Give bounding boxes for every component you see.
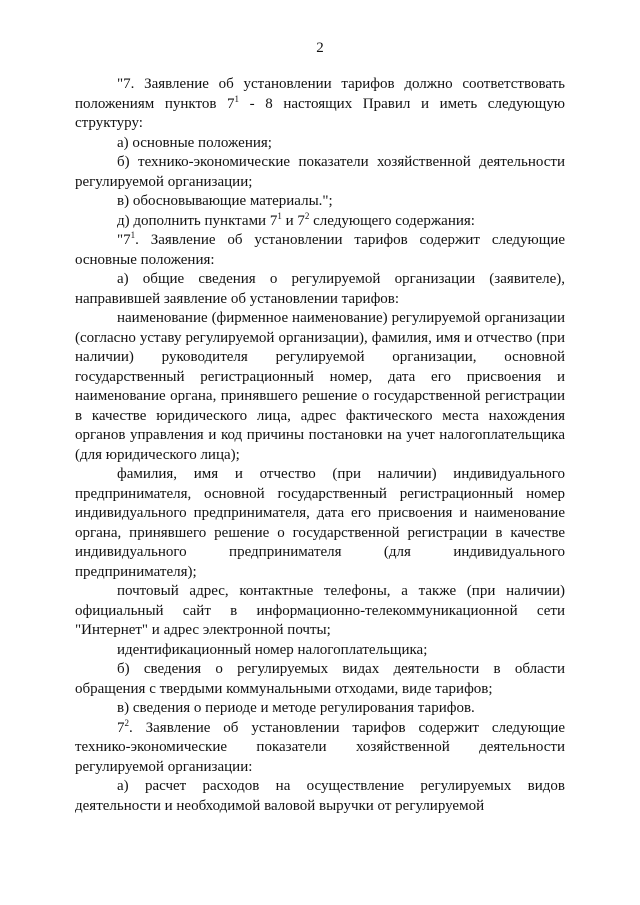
paragraph-text: наименование (фирменное наименование) регулируемой организации (согласно уставу регулируемой организации), фамилия, имя и отчество (при наличии) руководителя регулируемой организации, основной государственный регистрационный номер, дата его присвоения и наименование органа, принявшего решение о государственной регистрации в качестве юридического лица, адрес фактического места нахождения органов управления и код причины постановки на учет налогоплательщика (для юридического лица); — [75, 310, 565, 463]
paragraph — [75, 641, 565, 661]
paragraph-text: почтовый адрес, контактные телефоны, а также (при наличии) официальный сайт в информационно-телекоммуникационной сети "Интернет" и адрес электронной почты; — [75, 583, 565, 638]
paragraph — [75, 192, 565, 212]
paragraph-text: идентификационный номер налогоплательщика; — [117, 641, 428, 658]
paragraph-text: . Заявление об установлении тарифов содержит следующие основные положения: — [75, 232, 565, 268]
paragraph — [75, 699, 565, 719]
paragraph-text: б) сведения о регулируемых видах деятельности в области обращения с твердыми коммунальными отходами, виде тарифов; — [75, 661, 565, 697]
paragraph — [75, 309, 565, 465]
superscript: 1 — [277, 210, 282, 221]
superscript: 2 — [124, 717, 129, 728]
paragraph — [75, 134, 565, 154]
paragraph — [75, 212, 565, 232]
paragraph-text: а) расчет расходов на осуществление регулируемых видов деятельности и необходимой валовой выручки от регулируемой — [75, 778, 565, 814]
page-number: 2 — [316, 40, 324, 56]
paragraph — [75, 231, 565, 270]
paragraph — [75, 465, 565, 582]
paragraph-text: б) технико-экономические показатели хозяйственной деятельности регулируемой организации; — [75, 154, 565, 190]
paragraph — [75, 719, 565, 778]
paragraph — [75, 75, 565, 134]
paragraph-text: следующего содержания: — [309, 212, 475, 229]
paragraph-text: в) обосновывающие материалы."; — [117, 193, 333, 209]
paragraph — [75, 777, 565, 816]
paragraph — [75, 270, 565, 309]
paragraph — [75, 582, 565, 641]
superscript: 2 — [304, 210, 310, 221]
document-body — [75, 75, 565, 816]
superscript: 1 — [234, 93, 240, 104]
paragraph-text: д) дополнить пунктами 7 — [117, 212, 278, 229]
paragraph-text: и 7 — [281, 212, 305, 229]
paragraph-text: а) общие сведения о регулируемой организации (заявителе), направившей заявление об установлении тарифов: — [75, 271, 565, 307]
superscript: 1 — [130, 230, 136, 240]
paragraph-text: - 8 настоящих Правил и иметь следующую структуру: — [75, 95, 566, 131]
paragraph-text: "7. Заявление об установлении тарифов должно соответствовать положениям пунктов 7 — [75, 76, 565, 112]
paragraph-text: . Заявление об установлении тарифов содержит следующие технико-экономические показатели хозяйственной деятельности регулируемой организации: — [75, 719, 565, 775]
paragraph-text: в) сведения о периоде и методе регулирования тарифов. — [117, 700, 475, 716]
paragraph — [75, 660, 565, 699]
paragraph-text: "7 — [117, 232, 131, 248]
paragraph-text: фамилия, имя и отчество (при наличии) индивидуального предпринимателя, основной государственный регистрационный номер индивидуального предпринимателя, дата его присвоения и наименование органа, принявшего решение о государственной регистрации в качестве индивидуального предпринимателя (для индивидуального предпринимателя); — [75, 466, 565, 580]
paragraph-text: 7 — [117, 719, 125, 736]
paragraph — [75, 153, 565, 192]
paragraph-text: а) основные положения; — [117, 134, 272, 151]
